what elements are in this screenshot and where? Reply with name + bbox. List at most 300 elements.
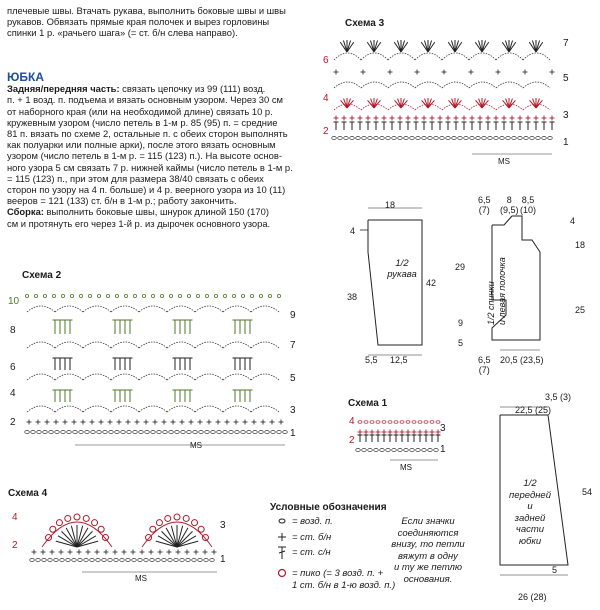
sleeve-label (384, 258, 420, 280)
chain-arc-mark (251, 306, 279, 312)
legend-title: Условные обозначения (270, 502, 387, 513)
chain-arc-mark (55, 406, 83, 412)
sleeve-dim-top: 18 (385, 200, 396, 210)
chain-stitch-mark (464, 137, 469, 140)
chain-arc-mark (415, 53, 442, 60)
intro-line: спинки 1 р. «рачьего шага» (= ст. б/н слева направо). (7, 27, 238, 39)
legend-chain: = возд. п. (292, 516, 333, 527)
scheme1-top-mark (412, 421, 416, 424)
chain-stitch-mark (350, 137, 355, 140)
skirt-dim-right: 54 (582, 487, 593, 497)
chain-stitch-mark (235, 431, 240, 434)
back-dim-top1 (478, 195, 491, 215)
chain-stitch-mark (85, 431, 90, 434)
chain-arc-mark (27, 306, 55, 312)
scheme3-row-label: 1 (563, 137, 569, 148)
scheme1-top-mark (364, 421, 368, 424)
scheme1-row-label: 2 (349, 435, 355, 446)
scheme2-top-mark (223, 294, 226, 297)
chain-stitch-mark (356, 137, 361, 140)
chain-arc-mark (139, 306, 167, 312)
picot-mark (102, 535, 108, 541)
back-label-line: 1/2 спинки (486, 281, 496, 325)
picot-icon (279, 570, 286, 577)
sleeve-dim-right: 42 (426, 278, 437, 288)
chain-arc-mark (167, 406, 195, 412)
scheme4-row-label: 4 (12, 512, 18, 523)
picot-mark (202, 535, 208, 541)
back-dim-top3 (520, 195, 536, 215)
back-dim-bottom1-a: 6,5 (478, 355, 491, 365)
chain-arc-mark (223, 306, 251, 312)
scheme2-top-mark (205, 294, 208, 297)
chain-stitch-mark (97, 431, 102, 434)
picot-mark (65, 515, 71, 521)
chain-stitch-mark (78, 559, 83, 562)
chain-arc-mark (496, 53, 523, 60)
scheme2-top-mark (34, 294, 37, 297)
chain-stitch-mark (84, 559, 89, 562)
scheme2-top-mark (178, 294, 181, 297)
scheme1-top-mark (400, 421, 404, 424)
skirt-line: 81 п. вязать по схеме 2, остальные п. с обеих сторон выполнять (7, 128, 288, 140)
chain-stitch-mark (386, 449, 391, 452)
chain-arc-mark (469, 82, 496, 88)
chain-stitch-mark (186, 559, 191, 562)
chain-stitch-mark (332, 137, 337, 140)
chain-arc-mark (442, 82, 469, 88)
scheme3-row-label: 7 (563, 38, 569, 49)
skirt-line: узором (число петель в 1-м р. = 115 (123) п.). На высоте основ- (7, 150, 282, 162)
scheme3-row-label: 4 (323, 93, 329, 104)
scheme1-ms: MS (400, 463, 412, 472)
scheme2-diagram (15, 282, 305, 452)
scheme4-diagram (22, 492, 242, 582)
scheme1-top-mark (406, 421, 410, 424)
chain-stitch-mark (162, 559, 167, 562)
chain-stitch-mark (102, 559, 107, 562)
chain-stitch-mark (114, 559, 119, 562)
chain-stitch-mark (132, 559, 137, 562)
chain-stitch-mark (362, 137, 367, 140)
chain-stitch-mark (30, 559, 35, 562)
skirt-line: = 115 (123) п., при этом для размера 38/40 связать с обеих (7, 172, 264, 184)
chain-stitch-mark (198, 559, 203, 562)
chain-stitch-mark (156, 559, 161, 562)
chain-stitch-mark (193, 431, 198, 434)
scheme3-ms: MS (498, 157, 510, 166)
chain-stitch-mark (121, 431, 126, 434)
chain-stitch-mark (428, 449, 433, 452)
chain-stitch-mark (512, 137, 517, 140)
chain-arc-mark (195, 374, 223, 380)
scheme2-top-mark (241, 294, 244, 297)
picot-mark (150, 526, 156, 532)
assembly-text: выполнить боковые швы, шнурок длиной 150 (170) (43, 206, 269, 218)
chain-arc-mark (139, 342, 167, 348)
chain-stitch-mark (434, 137, 439, 140)
chain-stitch-mark (380, 137, 385, 140)
scheme2-top-mark (214, 294, 217, 297)
skirt-section (7, 72, 299, 229)
chain-stitch-mark (90, 559, 95, 562)
chain-stitch-mark (223, 431, 228, 434)
chain-stitch-mark (187, 431, 192, 434)
chain-stitch-mark (163, 431, 168, 434)
scheme3-row-label: 6 (323, 55, 329, 66)
scheme3-row-label: 2 (323, 126, 329, 137)
chain-arc-mark (496, 82, 523, 88)
chain-stitch-mark (374, 449, 379, 452)
scheme2-row-label: 2 (10, 417, 16, 428)
chain-stitch-mark (211, 431, 216, 434)
chain-stitch-mark (66, 559, 71, 562)
chain-arc-mark (55, 306, 83, 312)
scheme1-top-mark (430, 421, 434, 424)
assembly-line2: см и протянуть его через 1-й р. из дырочек основного узора. (7, 217, 271, 229)
picot-mark (156, 520, 162, 526)
chain-arc-mark (361, 53, 388, 60)
scheme4-row-label: 1 (220, 554, 226, 565)
back-dim-bottom1-b: (7) (478, 365, 490, 375)
chain-arc-mark (111, 306, 139, 312)
sleeve-dim-left-small: 4 (350, 226, 356, 236)
picot-mark (74, 514, 80, 520)
chain-stitch-mark (494, 137, 499, 140)
sleeve-pattern (360, 200, 460, 360)
chain-stitch-mark (169, 431, 174, 434)
scheme2-row-label: 6 (10, 362, 16, 373)
chain-arc-mark (523, 82, 550, 88)
scheme2-top-mark (106, 294, 109, 297)
scheme1-top-mark (382, 421, 386, 424)
scheme2-row-label: 4 (10, 388, 16, 399)
back-dim-top2-b: (9,5) (500, 205, 519, 215)
chain-stitch-mark (446, 137, 451, 140)
scheme2-top-mark (250, 294, 253, 297)
skirt-sub-label: Задняя/передняя часть: (7, 83, 120, 95)
chain-stitch-mark (265, 431, 270, 434)
chain-arc-mark (223, 406, 251, 412)
back-dim-top2 (500, 195, 519, 215)
chain-stitch-mark (398, 137, 403, 140)
chain-stitch-mark (362, 449, 367, 452)
chain-stitch-mark (54, 559, 59, 562)
chain-stitch-mark (548, 137, 553, 140)
scheme1-top-mark (394, 421, 398, 424)
scheme2-top-mark (124, 294, 127, 297)
skirt-line: как полуарки или полные арки), после этого вязать основным (7, 139, 276, 151)
skirt-label (505, 478, 555, 547)
back-dim-mid-left: 9 (458, 318, 464, 328)
chain-arc-mark (139, 374, 167, 380)
chain-stitch-mark (138, 559, 143, 562)
chain-stitch-mark (422, 137, 427, 140)
scheme2-top-mark (277, 294, 280, 297)
assembly-label: Сборка: (7, 206, 44, 218)
scheme1-top-mark (388, 421, 392, 424)
legend-note-line: Если значки (401, 516, 455, 527)
legend-note-line: соединяются (397, 527, 459, 539)
chain-stitch-mark (25, 431, 30, 434)
chain-stitch-mark (277, 431, 282, 434)
chain-stitch-mark (151, 431, 156, 434)
picot-mark (146, 535, 152, 541)
picot-mark (192, 520, 198, 526)
scheme4-row-label: 3 (220, 520, 226, 531)
chain-stitch-mark (157, 431, 162, 434)
intro-line: рукавов. Обвязать прямые края полочек и вырез горловины (7, 16, 270, 28)
scheme4-row-label: 2 (12, 540, 18, 551)
picot-mark (56, 520, 62, 526)
scheme2-top-mark (196, 294, 199, 297)
chain-arc-mark (55, 374, 83, 380)
skirt-heading: ЮБКА (7, 70, 44, 84)
scheme2-row-label: 8 (10, 325, 16, 336)
chain-stitch-mark (404, 137, 409, 140)
skirt-line: вееров = 121 (133) ст. б/н в 1-м р.; работу закончить. (7, 195, 237, 207)
chain-stitch-mark (61, 431, 66, 434)
legend-sc: = ст. б/н (292, 532, 332, 543)
scheme1-top-mark (370, 421, 374, 424)
scheme1-top-mark (376, 421, 380, 424)
chain-arc-mark (27, 342, 55, 348)
chain-stitch-mark (126, 559, 131, 562)
chain-stitch-mark (168, 559, 173, 562)
chain-arc-mark (83, 306, 111, 312)
chain-stitch-mark (283, 431, 288, 434)
skirt-line: кружевным узором (число петель в 1-м р. 85 (95) п. = средние (7, 116, 278, 128)
scheme2-top-mark (115, 294, 118, 297)
chain-stitch-icon (279, 519, 285, 523)
chain-stitch-mark (416, 137, 421, 140)
chain-stitch-mark (174, 559, 179, 562)
scheme2-top-mark (232, 294, 235, 297)
chain-arc-mark (223, 374, 251, 380)
legend-picot: = пико (= 3 возд. п. + (292, 568, 384, 579)
chain-stitch-mark (380, 449, 385, 452)
chain-stitch-mark (482, 137, 487, 140)
scheme2-top-mark (70, 294, 73, 297)
skirt-sub-text: связать цепочку из 99 (111) возд. (119, 83, 266, 95)
chain-stitch-mark (72, 559, 77, 562)
scheme4-title: Схема 4 (8, 488, 48, 499)
scheme2-top-mark (151, 294, 154, 297)
chain-stitch-mark (458, 137, 463, 140)
scheme3-row-label: 5 (563, 73, 569, 84)
back-dim-right-top: 18 (575, 240, 586, 250)
chain-stitch-mark (428, 137, 433, 140)
back-dim-top2-a: 8 (506, 195, 512, 205)
back-dim-top3-a: 8,5 (521, 195, 535, 205)
chain-stitch-mark (410, 449, 415, 452)
chain-stitch-mark (398, 449, 403, 452)
scheme1-top-mark (358, 421, 362, 424)
skirt-label-line: задней (514, 512, 546, 524)
back-label-line: и левая полочка (497, 257, 507, 325)
chain-stitch-mark (524, 137, 529, 140)
sleeve-label-line: рукава (387, 269, 417, 280)
chain-arc-mark (167, 374, 195, 380)
scheme2-title: Схема 2 (22, 270, 62, 281)
chain-stitch-mark (374, 137, 379, 140)
chain-arc-mark (523, 53, 550, 60)
scheme3-row-label: 3 (563, 110, 569, 121)
back-dim-top1-b: (7) (478, 205, 490, 215)
chain-stitch-mark (338, 137, 343, 140)
chain-arc-mark (27, 374, 55, 380)
picot-mark (92, 520, 98, 526)
chain-stitch-mark (247, 431, 252, 434)
back-dim-right-mid: 25 (575, 305, 586, 315)
scheme2-top-mark (52, 294, 55, 297)
skirt-line: от наборного края (или на необходимой длине) связать 10 р. (7, 105, 273, 117)
chain-stitch-mark (422, 449, 427, 452)
chain-arc-mark (167, 342, 195, 348)
scheme2-row-label: 9 (290, 310, 296, 321)
chain-stitch-mark (67, 431, 72, 434)
chain-stitch-mark (49, 431, 54, 434)
chain-stitch-mark (205, 431, 210, 434)
legend-symbols (272, 515, 302, 605)
chain-arc-mark (83, 374, 111, 380)
chain-stitch-mark (91, 431, 96, 434)
scheme2-top-mark (43, 294, 46, 297)
back-dim-left-bottom: 5 (458, 338, 464, 348)
skirt-dim-top-small: 3,5 (3) (545, 392, 572, 402)
chain-stitch-mark (344, 137, 349, 140)
sleeve-dim-bottom-left: 5,5 (365, 355, 378, 365)
scheme2-top-mark (61, 294, 64, 297)
chain-stitch-mark (253, 431, 258, 434)
chain-arc-mark (415, 82, 442, 88)
chain-arc-mark (55, 342, 83, 348)
chain-arc-mark (388, 82, 415, 88)
sleeve-dim-bottom-right: 12,5 (390, 355, 408, 365)
scheme1-row-label: 4 (349, 416, 355, 427)
chain-stitch-mark (434, 449, 439, 452)
chain-stitch-mark (271, 431, 276, 434)
chain-stitch-mark (108, 559, 113, 562)
chain-stitch-mark (139, 431, 144, 434)
chain-stitch-mark (506, 137, 511, 140)
chain-stitch-mark (150, 559, 155, 562)
chain-stitch-mark (210, 559, 215, 562)
chain-arc-mark (139, 406, 167, 412)
chain-stitch-mark (127, 431, 132, 434)
scheme1-row-label: 3 (440, 423, 446, 434)
scheme2-top-mark (268, 294, 271, 297)
chain-stitch-mark (109, 431, 114, 434)
chain-stitch-mark (55, 431, 60, 434)
chain-stitch-mark (48, 559, 53, 562)
skirt-dim-top: 22,5 (25) (515, 405, 552, 415)
chain-stitch-mark (192, 559, 197, 562)
scheme2-top-mark (79, 294, 82, 297)
legend-note-line: внизу, то петли (391, 539, 465, 550)
skirt-label-line: 1/2 (523, 478, 537, 489)
legend-note-line: и ту же петлю (393, 562, 463, 573)
scheme2-top-mark (160, 294, 163, 297)
scheme4-ms: MS (135, 574, 147, 583)
scheme2-row-label: 1 (290, 428, 296, 439)
back-dim-top1-a: 6,5 (478, 195, 491, 205)
chain-stitch-mark (199, 431, 204, 434)
chain-stitch-mark (36, 559, 41, 562)
chain-stitch-mark (145, 431, 150, 434)
chain-stitch-mark (368, 449, 373, 452)
chain-arc-mark (223, 342, 251, 348)
scheme2-ms: MS (190, 441, 202, 450)
scheme2-top-mark (142, 294, 145, 297)
chain-arc-mark (388, 53, 415, 60)
chain-arc-mark (251, 342, 279, 348)
back-dim-top4: 4 (570, 216, 576, 226)
scheme2-row-label: 5 (290, 373, 296, 384)
picot-mark (198, 526, 204, 532)
skirt-label-line: части юбки (515, 524, 545, 547)
sleeve-label-line: 1/2 (395, 258, 409, 269)
scheme3-diagram (322, 30, 582, 180)
chain-stitch-mark (103, 431, 108, 434)
chain-arc-mark (251, 374, 279, 380)
chain-stitch-mark (42, 559, 47, 562)
chain-arc-mark (195, 342, 223, 348)
picot-mark (50, 526, 56, 532)
scheme2-top-mark (97, 294, 100, 297)
chain-stitch-mark (60, 559, 65, 562)
scheme2-row-label: 10 (8, 296, 20, 307)
chain-stitch-mark (120, 559, 125, 562)
chain-stitch-mark (229, 431, 234, 434)
legend-picot-2: 1 ст. б/н в 1-ю возд. п.) (292, 580, 396, 591)
back-dim-left-top: 29 (455, 262, 466, 272)
skirt-line: п. + 1 возд. п. подъема и вязать основным узором. Через 30 см (7, 94, 283, 106)
scheme2-top-mark (25, 294, 28, 297)
scheme2-top-mark (169, 294, 172, 297)
chain-arc-mark (83, 342, 111, 348)
chain-arc-mark (83, 406, 111, 412)
picot-mark (174, 514, 180, 520)
chain-stitch-mark (488, 137, 493, 140)
chain-arc-mark (167, 306, 195, 312)
scheme2-top-mark (259, 294, 262, 297)
chain-stitch-mark (175, 431, 180, 434)
chain-stitch-mark (368, 137, 373, 140)
scheme2-top-mark (133, 294, 136, 297)
chain-stitch-mark (259, 431, 264, 434)
chain-arc-mark (361, 82, 388, 88)
scheme3-grid (332, 40, 555, 154)
skirt-label-line: передней (508, 489, 552, 501)
chain-arc-mark (334, 82, 361, 88)
chain-stitch-mark (530, 137, 535, 140)
scheme2-top-mark (187, 294, 190, 297)
chain-arc-mark (195, 406, 223, 412)
chain-stitch-mark (452, 137, 457, 140)
back-label (486, 257, 508, 325)
chain-stitch-mark (96, 559, 101, 562)
picot-mark (46, 535, 52, 541)
chain-stitch-mark (133, 431, 138, 434)
chain-stitch-mark (356, 449, 361, 452)
chain-stitch-mark (31, 431, 36, 434)
skirt-dim-left-bottom: 5 (552, 565, 558, 575)
intro-text (7, 5, 297, 39)
chain-stitch-mark (416, 449, 421, 452)
picot-mark (165, 515, 171, 521)
scheme2-row-label: 3 (290, 405, 296, 416)
